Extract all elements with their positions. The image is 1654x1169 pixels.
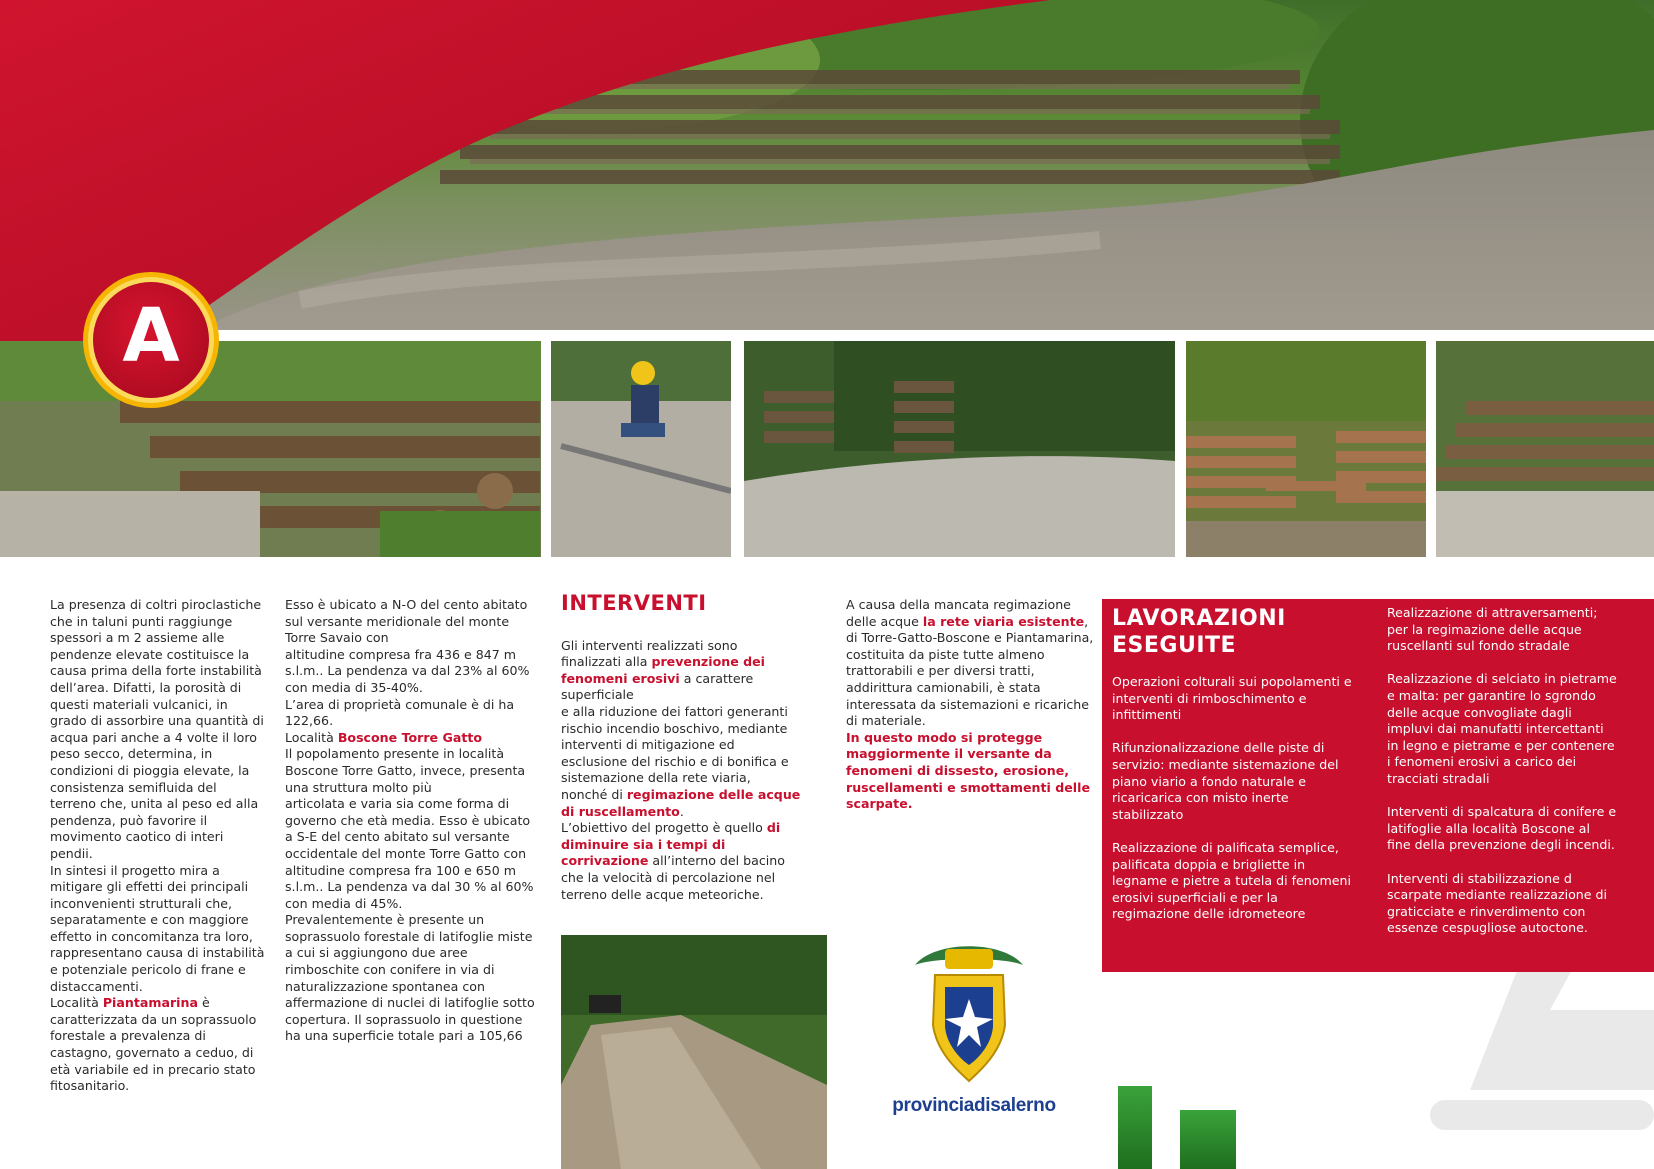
highlight-text: regimazione delle acque di ruscellamento [561,786,801,819]
lavorazioni-item: Realizzazione di palificata semplice, palificata doppia e brigliette in legname e pietre a tutela di fenomeni erosivi superficiali e per la regimazione delle idrometeore [1112,839,1351,922]
interventi-title: INTERVENTI [561,591,707,615]
paragraph: A causa della mancata regimazione delle acque la rete viaria esistente, di Torre-Gatto-Boscone e Piantamarina, costituita da piste tutte almeno trattorabili e per diversi tratti, addirittura camionabili, è stata interessata da sistemazioni e ricariche di materiale. [846,597,1094,729]
photo-worker [551,341,731,557]
photo-log-wall-right [1436,341,1654,557]
paragraph: La presenza di coltri piroclastiche che in taluni punti raggiunge spessori a m 2 assieme alle pendenze elevate costituisce la causa prima della forte instabilità dell’area. Difatti, la porosità di questi materiali vulcanici, in grado di assorbire una quantità di acqua pari anche a 4 volte il loro peso secco, determina, in condizioni di pioggia elevate, la consistenza semifluida del terreno che, unita al peso ed alla pendenza, può favorire il movimento caotico di interi pendii. [50,597,264,861]
lavorazioni-item: Operazioni colturali sui popolamenti e interventi di rimboschimento e infittimenti [1112,674,1352,723]
badge-letter: A [122,293,180,379]
paragraph: e alla riduzione dei fattori generanti rischio incendio boschivo, mediante interventi di mitigazione ed esclusione del rischio e di bonifica e sistemazione della rete viaria, nonché di regimazione delle acque di ruscellamento. [561,703,801,819]
paragraph: L’area di proprietà comunale è di ha 122,66. [285,696,515,729]
text-column-4 [846,597,1094,813]
section-badge [81,270,221,410]
province-crest [905,935,1033,1087]
highlight-paragraph: In questo modo si protegge maggiormente il versante da fenomeni di dissesto, erosione, ruscellamenti e smottamenti delle scarpate. [846,729,1090,812]
photo-timber-crib [1186,341,1426,557]
green-bar-2 [1180,1110,1236,1169]
text-column-2 [285,597,535,1045]
highlight-text: Piantamarina [102,995,198,1011]
paragraph: In sintesi il progetto mira a mitigare gli effetti dei principali inconvenienti strutturali che, separatamente e con maggiore effetto in concomitanza tra loro, rappresentano causa di instabilità e potenziale pericolo di frane e distaccamenti. [50,862,265,994]
photo-road-car [561,935,827,1169]
paragraph: articolata e varia sia come forma di governo che età media. Esso è ubicato a S-E del cento abitato sul versante occidentale del monte Torre Gatto con altitudine compresa fra 100 e 650 m s.l.m.. La pendenza va dal 30 % al 60% con media di 45%. [285,796,534,911]
lavorazioni-item: Realizzazione di selciato in pietrame e malta: per garantire lo sgrondo delle acque convogliate dagli impluvi dai manufatti intercettanti in legno e pietrame e per contenere i fenomeni erosivi a carico dei tracciati stradali [1387,671,1617,786]
lavorazioni-left-column [1112,674,1357,940]
lavorazioni-item: Realizzazione di attraversamenti; per la regimazione delle acque ruscellanti sul fondo stradale [1387,605,1598,654]
lavorazioni-item: Interventi di spalcatura di conifere e latifoglie alla località Boscone al fine della prevenzione degli incendi. [1387,804,1617,853]
highlight-text: Boscone Torre Gatto [337,729,483,745]
lavorazioni-title [1112,605,1286,659]
paragraph: Il popolamento presente in località Boscone Torre Gatto, invece, presenta una struttura molto più [285,746,526,795]
paragraph: Località Boscone Torre Gatto [285,729,483,745]
paragraph: Prevalentemente è presente un soprassuolo forestale di latifoglie miste a cui si aggiungono due aree rimboschite con conifere in via di naturalizzazione spontanea con affermazione di nuclei di latifoglie sotto copertura. Il soprassuolo in questione ha una superficie totale pari a 105,66 [285,912,535,1044]
interventi-column [561,591,801,903]
paragraph: Esso è ubicato a N-O del cento abitato sul versante meridionale del monte Torre Savaio con [285,597,528,646]
lavorazioni-title-line1: LAVORAZIONI [1112,606,1286,631]
province-logo-text: provinciadisalerno [892,1095,1056,1116]
highlight-text: prevenzione dei fenomeni erosivi [561,654,765,686]
lavorazioni-item: Interventi di stabilizzazione d scarpate mediante realizzazione di graticciate e rinverdimento con essenze cespugliose autoctone. [1387,870,1608,936]
highlight-text: di diminuire sia i tempi di corrivazione [561,820,781,869]
text-column-1 [50,597,265,1095]
paragraph: L’obiettivo del progetto è quello di diminuire sia i tempi di corrivazione all’interno del bacino che la velocità di percolazione nel terreno delle acque meteoriche. [561,820,785,902]
paragraph: Località Piantamarina è caratterizzata da un soprassuolo forestale a prevalenza di castagno, governato a ceduo, di età variabile ed in precario stato fitosanitario. [50,995,257,1094]
lavorazioni-item: Rifunzionalizzazione delle piste di servizio: mediante sistemazione del piano viario a fondo naturale e ricaricarica con misto inerte stabilizzato [1112,740,1339,822]
paragraph: Gli interventi realizzati sono finalizzati alla prevenzione dei fenomeni erosivi a carattere superficiale [561,637,765,703]
paragraph: altitudine compresa fra 436 e 847 m s.l.m.. La pendenza va dal 23% al 60% con media di 35-40%. [285,646,530,695]
photo-stone-channel [744,341,1175,557]
lavorazioni-right-column [1387,605,1617,953]
green-bar-1 [1118,1086,1152,1169]
highlight-text: la rete viaria esistente [922,613,1085,629]
lavorazioni-title-line2: ESEGUITE [1112,633,1237,658]
